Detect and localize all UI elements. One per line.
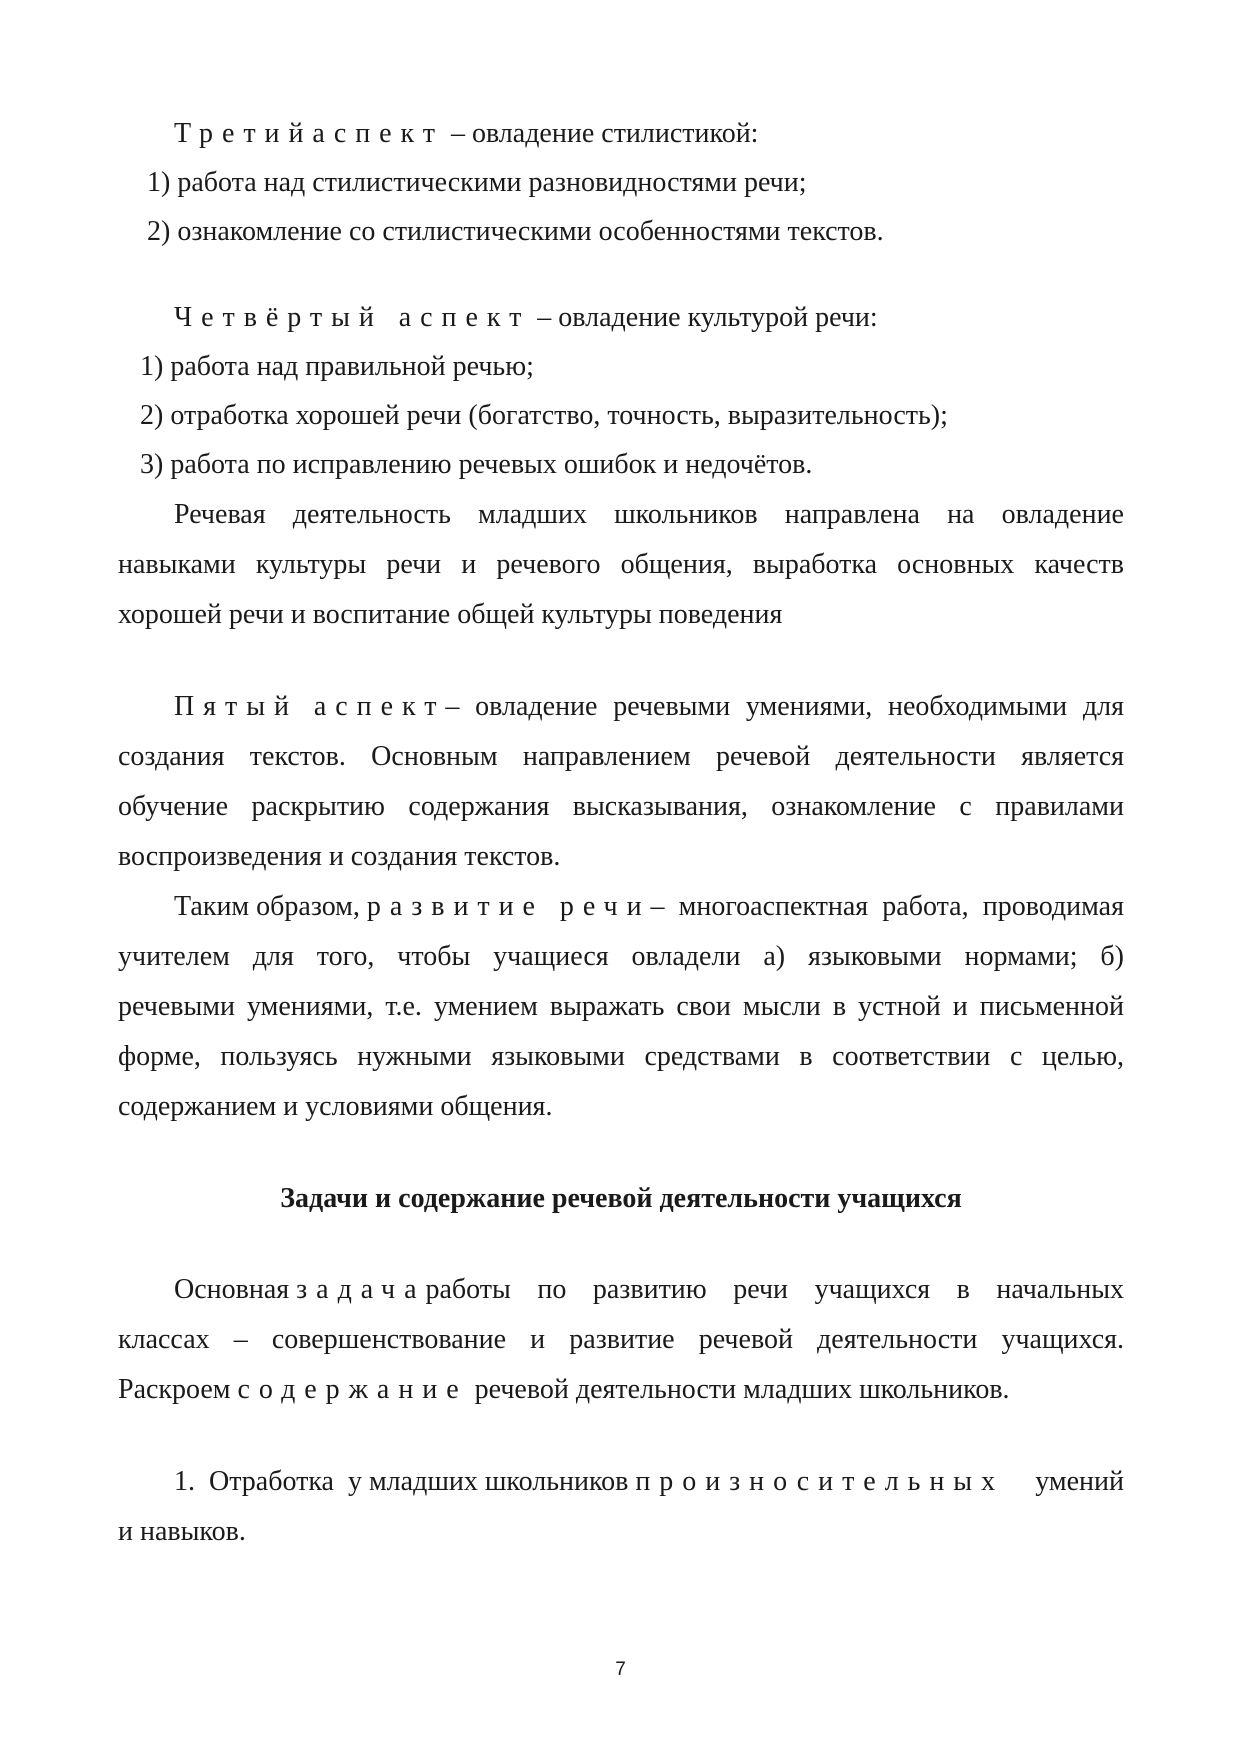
tasks-line3-prefix: Раскроем: [118, 1374, 238, 1405]
tasks-line3-spaced: содержание: [237, 1374, 468, 1405]
aspect4-item: 3) работа по исправлению речевых ошибок и недочётов.: [140, 449, 813, 480]
conclusion-line: учителем для того, чтобы учащиеся овладели а) языковыми нормами; б): [118, 941, 1124, 972]
aspect5-first-line-rest: – овладение речевыми умениями, необходимыми для: [445, 691, 1124, 722]
aspect3-title-rest: – овладение стилистикой:: [443, 118, 759, 149]
tasks-line-2: классах – совершенствование и развитие речевой деятельности учащихся.: [118, 1324, 1124, 1355]
item1-spaced: произносительных: [635, 1466, 1005, 1497]
tasks-line-1: [174, 1265, 1124, 1315]
conclusion-spaced: развитие речи: [366, 891, 651, 922]
aspect5-first-line: [174, 682, 1124, 732]
aspect4-item: 2) отработка хорошей речи (богатство, точность, выразительность);: [140, 400, 948, 431]
section-heading: Задачи и содержание речевой деятельности учащихся: [280, 1183, 962, 1214]
conclusion-line: содержанием и условиями общения.: [118, 1091, 553, 1122]
aspect5-line: создания текстов. Основным направлением речевой деятельности является: [118, 741, 1124, 772]
aspect4-title-spaced: Четвёртый аспект: [174, 302, 531, 333]
aspect5-title-spaced: Пятый аспект: [174, 691, 446, 722]
aspect5-line: воспроизведения и создания текстов.: [118, 841, 561, 872]
item1-rest: умений: [1035, 1466, 1124, 1497]
conclusion-prefix: Таким образом,: [174, 891, 367, 922]
conclusion-first-line-rest: – многоаспектная работа, проводимая: [650, 891, 1124, 922]
aspect5-line: обучение раскрытию содержания высказывания, ознакомление с правилами: [118, 791, 1124, 822]
item1-line-2: и навыков.: [118, 1516, 246, 1547]
aspect3-title-spaced: Третийаспект: [174, 118, 444, 149]
conclusion-line: речевыми умениями, т.е. умением выражать свои мысли в устной и письменной: [118, 991, 1124, 1022]
conclusion-first-line: [174, 882, 1124, 932]
aspect3-title: [118, 109, 1180, 159]
tasks-line1-rest: работы по развитию речи учащихся в начальных: [425, 1274, 1124, 1305]
aspect4-title-rest: – овладение культурой речи:: [530, 302, 878, 333]
aspect3-item: 1) работа над стилистическими разновидностями речи;: [147, 167, 807, 198]
tasks-line3-rest: речевой деятельности младших школьников.: [467, 1374, 1010, 1405]
tasks-line1-prefix: Основная: [174, 1274, 297, 1305]
page-number: 7: [615, 1659, 626, 1680]
aspect4-title: [118, 293, 1180, 343]
item1-line-1: [174, 1457, 1124, 1507]
aspect3-item: 2) ознакомление со стилистическими особенностями текстов.: [147, 216, 884, 247]
tasks-line-3: [118, 1365, 1124, 1415]
conclusion-line: форме, пользуясь нужными языковыми средствами в соответствии с целью,: [118, 1041, 1124, 1072]
aspect4-paragraph-line: навыками культуры речи и речевого общения, выработка основных качеств: [118, 549, 1124, 580]
document-page: [118, 0, 1124, 1754]
aspect4-item: 1) работа над правильной речью;: [140, 351, 534, 382]
tasks-line1-spaced: задача: [296, 1274, 426, 1305]
aspect4-paragraph-line: хорошей речи и воспитание общей культуры поведения: [118, 599, 783, 630]
item1-prefix: 1. Отработка у младших школьников: [174, 1466, 636, 1497]
aspect4-paragraph-line: Речевая деятельность младших школьников направлена на овладение: [174, 499, 1124, 530]
